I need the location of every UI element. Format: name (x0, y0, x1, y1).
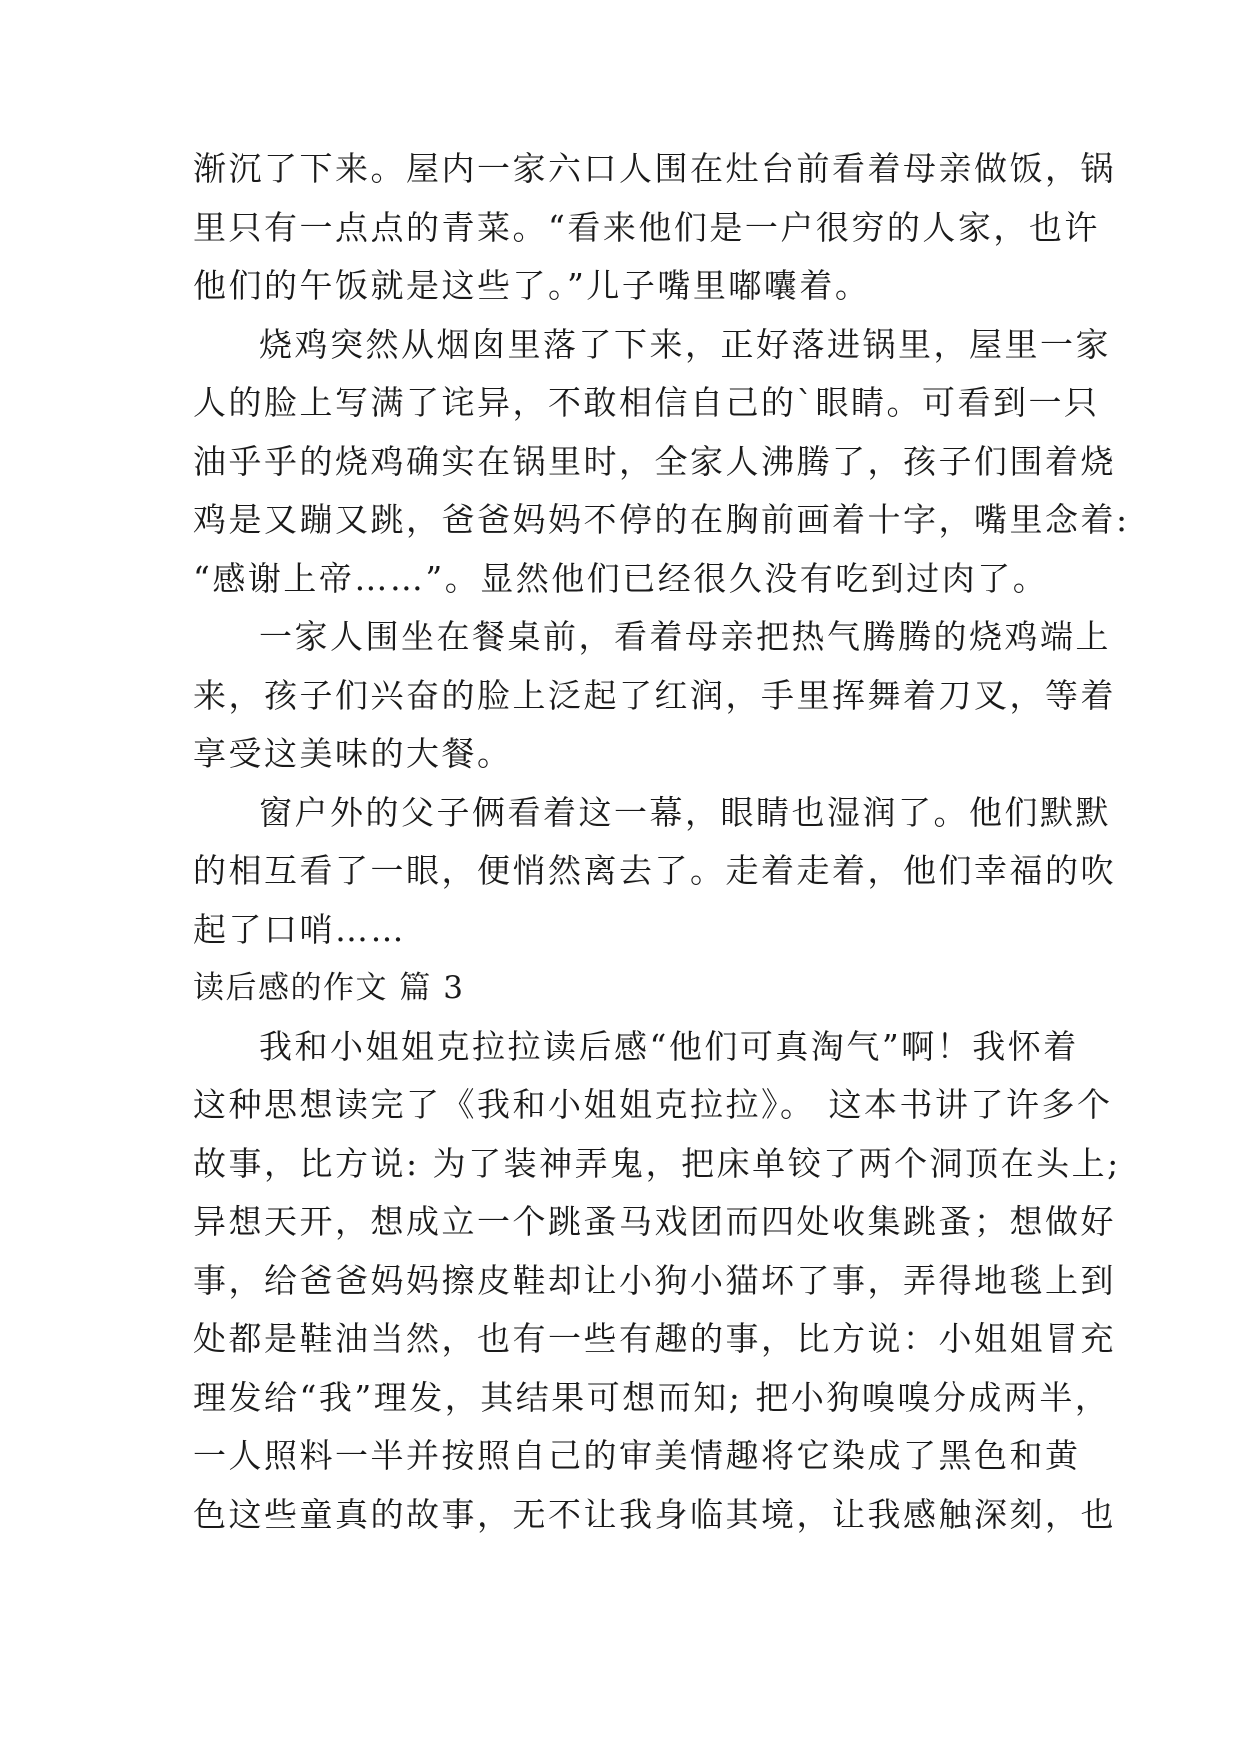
text-line: 里只有一点点的青菜。“看来他们是一户很穷的人家，也许 (193, 207, 1100, 247)
text-line: 异想天开，想成立一个跳蚤马戏团而四处收集跳蚤；想做好 (193, 1202, 1116, 1241)
paragraph (193, 140, 1116, 316)
text-line: 处都是鞋油当然，也有一些有趣的事，比方说：小姐姐冒充 (193, 1319, 1116, 1358)
text-line: 一家人围坐在餐桌前，看着母亲把热气腾腾的烧鸡端上 (259, 617, 1111, 656)
text-line: 渐沉了下来。屋内一家六口人围在灶台前看着母亲做饭，锅 (193, 149, 1116, 188)
paragraph (193, 784, 1116, 960)
text-line: 一人照料一半并按照自己的审美情趣将它染成了黑色和黄 (193, 1436, 1081, 1475)
text-line: 色这些童真的故事，无不让我身临其境，让我感触深刻，也 (193, 1494, 1116, 1534)
paragraph (193, 608, 1116, 784)
text-line: 人的脸上写满了诧异，不敢相信自己的`眼睛。可看到一只 (193, 383, 1100, 422)
text-line: 烧鸡突然从烟囱里落了下来，正好落进锅里，屋里一家 (259, 324, 1111, 364)
text-line: 理发给“我”理发，其结果可想而知; 把小狗嗅嗅分成两半， (193, 1377, 1111, 1417)
paragraph (193, 316, 1130, 609)
text-line: 油乎乎的烧鸡确实在锅里时，全家人沸腾了，孩子们围着烧 (193, 441, 1116, 481)
paragraph (193, 1018, 1121, 1545)
text-line: 这种思想读完了《我和小姐姐克拉拉》。 这本书讲了许多个 (193, 1085, 1113, 1124)
document-body (193, 140, 1130, 1544)
text-line: 起了口哨…… (193, 909, 406, 949)
section-heading: 读后感的作文 篇 3 (193, 970, 465, 1006)
text-line: 故事，比方说: 为了装神弄鬼，把床单铰了两个洞顶在头上; (193, 1143, 1121, 1183)
text-line: 的相互看了一眼，便悄然离去了。走着走着，他们幸福的吹 (193, 851, 1116, 890)
text-line: 来，孩子们兴奋的脸上泛起了红润，手里挥舞着刀叉，等着 (193, 675, 1116, 715)
text-line: 窗户外的父子俩看着这一幕，眼睛也湿润了。他们默默 (259, 792, 1111, 832)
text-line: 享受这美味的大餐。 (193, 734, 513, 773)
text-line: 事，给爸爸妈妈擦皮鞋却让小狗小猫坏了事，弄得地毯上到 (193, 1260, 1116, 1300)
text-line: 他们的午饭就是这些了。”儿子嘴里嘟囔着。 (193, 266, 871, 305)
text-line: 鸡是又蹦又跳，爸爸妈妈不停的在胸前画着十字，嘴里念着: (193, 500, 1130, 539)
text-line: 我和小姐姐克拉拉读后感“他们可真淘气”啊！我怀着 (259, 1026, 1079, 1066)
text-line: “感谢上帝……”。显然他们已经很久没有吃到过肉了。 (193, 558, 1049, 598)
